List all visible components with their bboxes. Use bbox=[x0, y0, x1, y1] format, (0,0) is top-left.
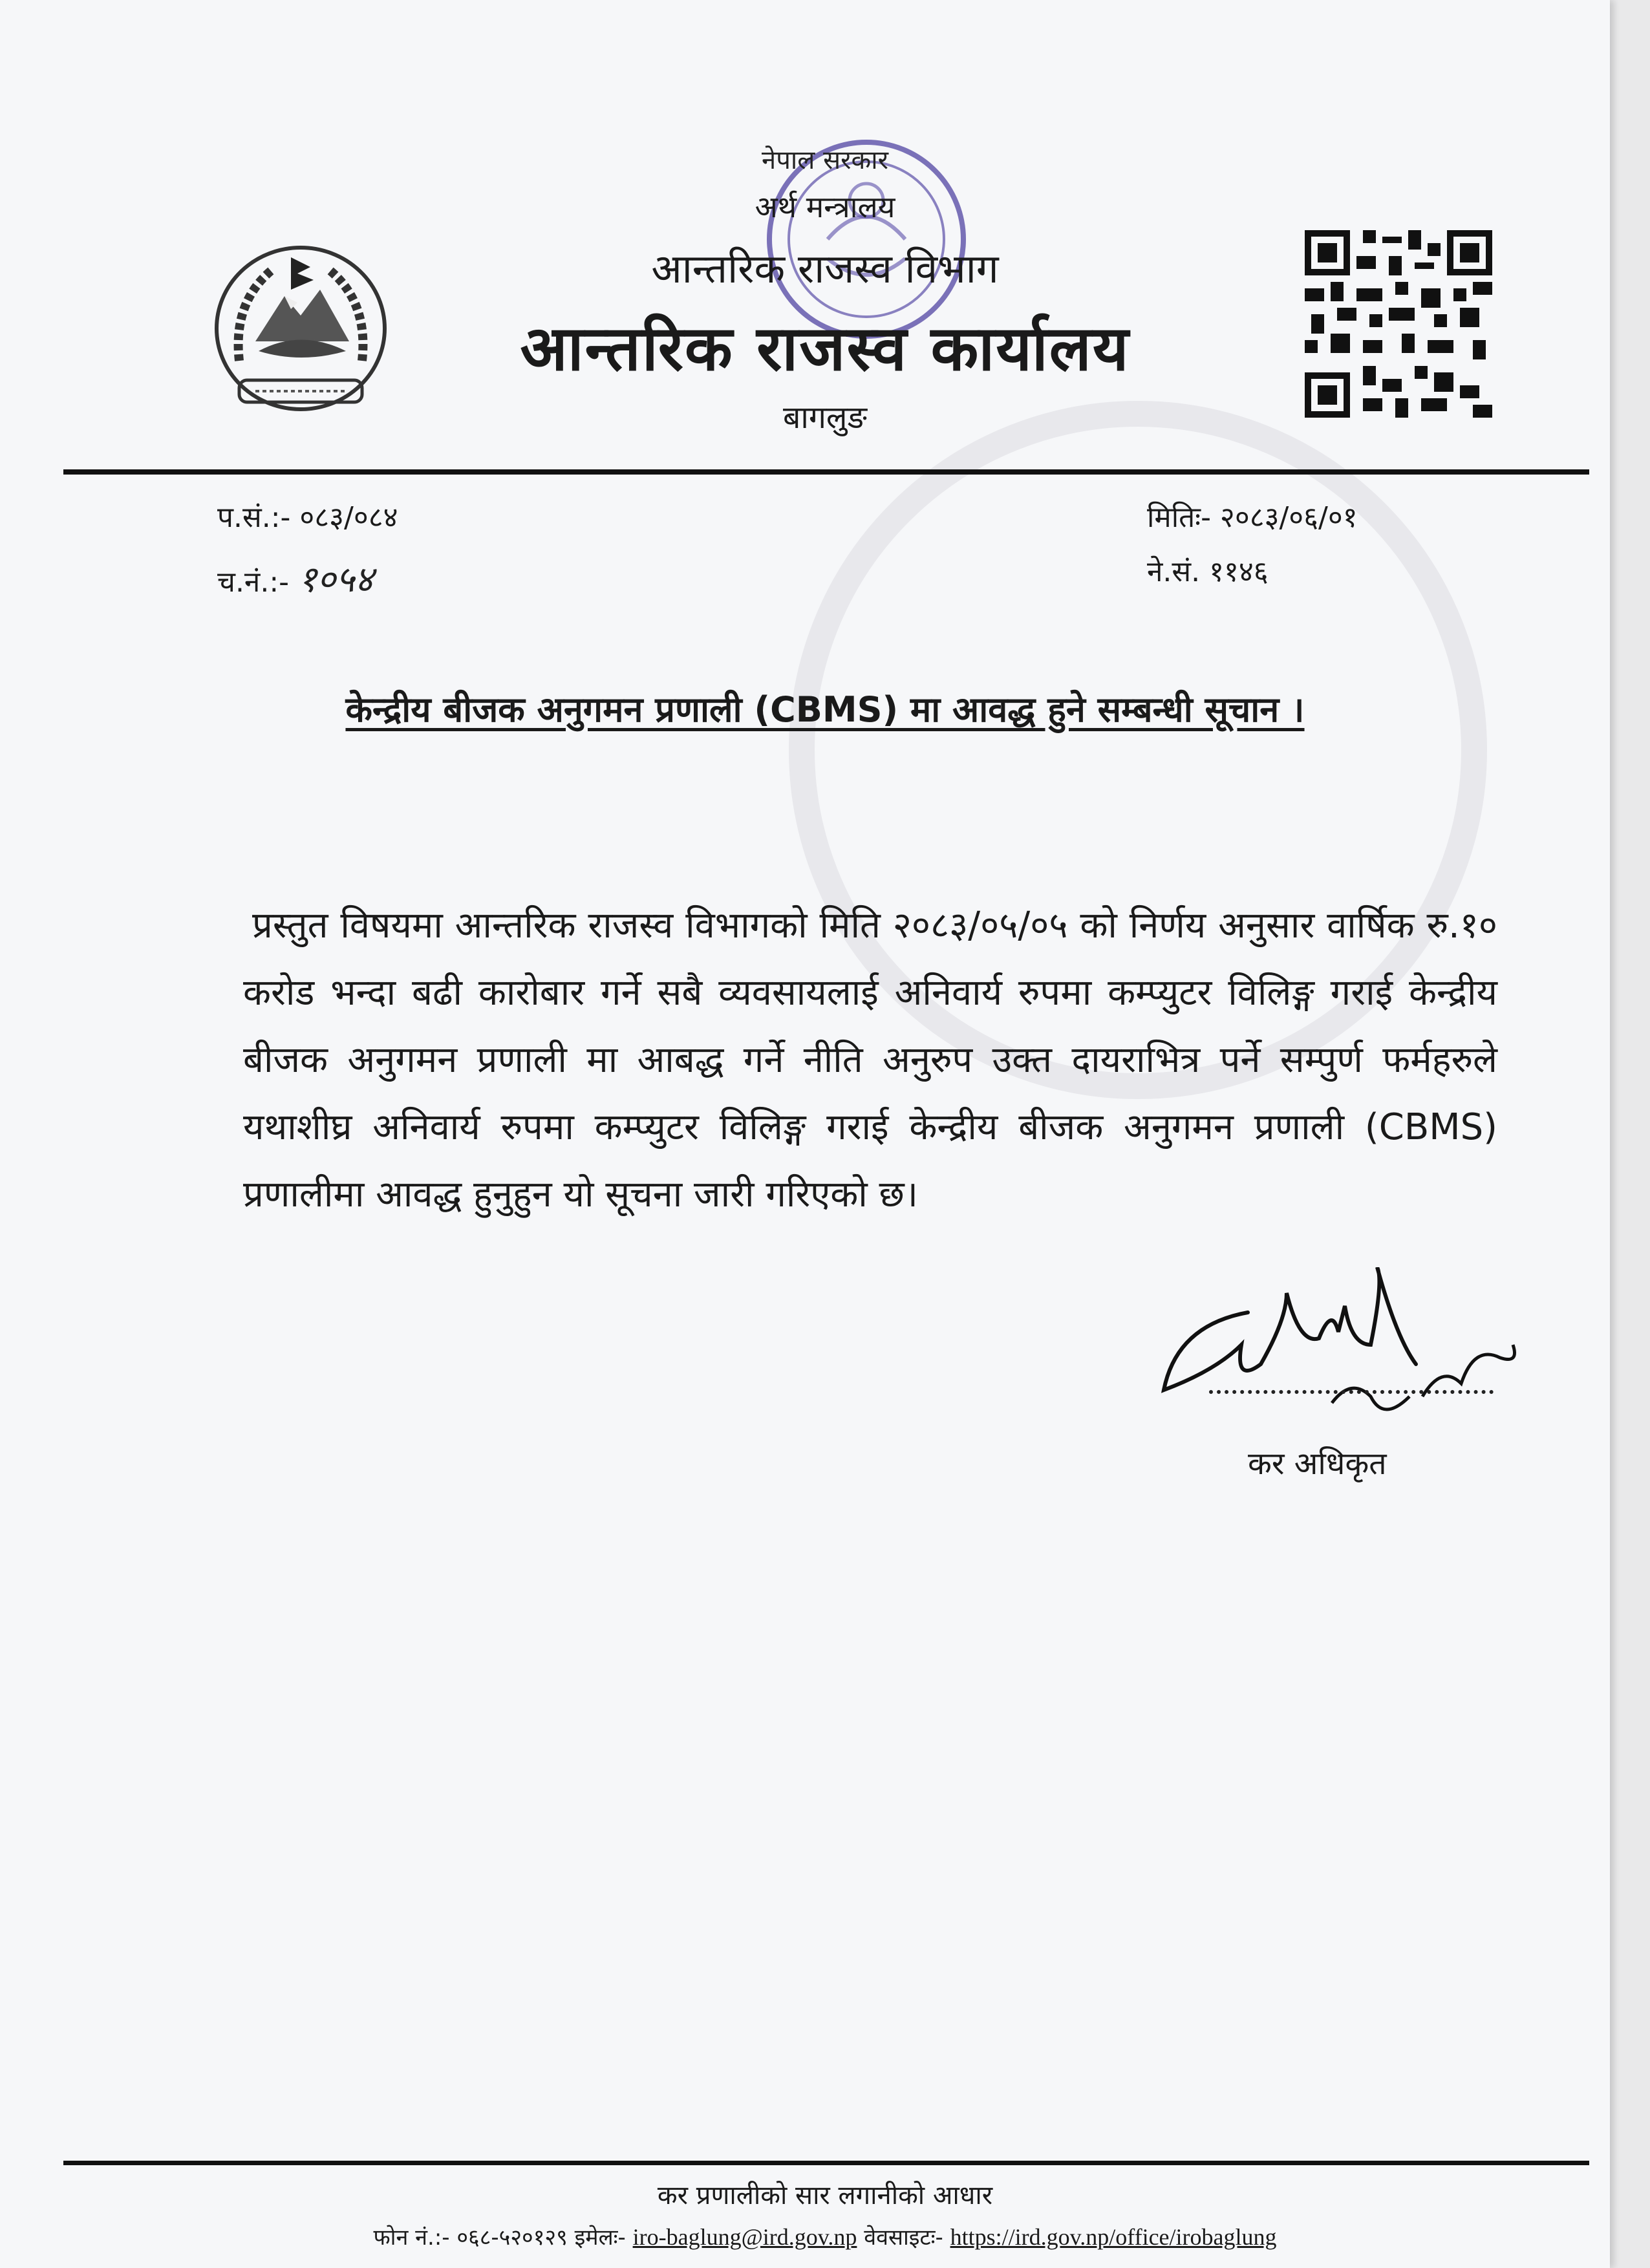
signature-dotted-line bbox=[1209, 1390, 1494, 1394]
footer-website-label: वेवसाइटः- bbox=[864, 2225, 943, 2251]
dispatch-row bbox=[217, 553, 374, 603]
footer-phone: फोन नं.:- ०६८-५२०१२९ इमेलः- bbox=[373, 2225, 626, 2251]
footer-website-link[interactable]: https://ird.gov.np/office/irobaglung bbox=[950, 2224, 1277, 2250]
reference-number: प.सं.:- ०८३/०८४ bbox=[217, 501, 398, 534]
qr-code-icon bbox=[1305, 230, 1492, 418]
nepal-sambat-year: ने.सं. ११४६ bbox=[1147, 555, 1269, 588]
govt-name: नेपाल सरकार bbox=[762, 145, 888, 175]
footer-motto: कर प्रणालीको सार लगानीको आधार bbox=[657, 2181, 993, 2210]
footer-rule bbox=[63, 2161, 1589, 2165]
footer-contact bbox=[0, 2221, 1650, 2251]
dispatch-number: १०५४ bbox=[298, 559, 374, 601]
signature-image bbox=[1138, 1267, 1532, 1461]
office-name: आन्तरिक राजस्व कार्यालय bbox=[520, 312, 1130, 385]
signatory-title: कर अधिकृत bbox=[1248, 1446, 1387, 1482]
footer-email-link[interactable]: iro-baglung@ird.gov.np bbox=[632, 2224, 857, 2250]
office-location: बागलुङ bbox=[783, 400, 867, 436]
department-name: आन्तरिक राजस्व विभाग bbox=[651, 245, 999, 292]
header-rule bbox=[63, 469, 1589, 475]
subject-line: केन्द्रीय बीजक अनुगमन प्रणाली (CBMS) मा आवद्ध हुने सम्बन्धी सूचान । bbox=[345, 689, 1305, 730]
dispatch-label: च.नं.:- bbox=[217, 566, 290, 599]
ministry-name: अर्थ मन्त्रालय bbox=[755, 189, 895, 224]
notice-body: प्रस्तुत विषयमा आन्तरिक राजस्व विभागको मिति २०८३/०५/०५ को निर्णय अनुसार वार्षिक रु.१० करोड भन्दा बढी कारोबार गर्ने सबै व्यवसायलाई अनिवार्य रुपमा कम्प्युटर विलिङ्ग गराई केन्द्रीय बीजक अनुगमन प्रणाली मा आबद्ध गर्ने नीति अनुरुप उक्त दायराभित्र पर्ने सम्पुर्ण फर्महरुले यथाशीघ्र अनिवार्य रुपमा कम्प्युटर विलिङ्ग गराई केन्द्रीय बीजक अनुगमन प्रणाली (CBMS) प्रणालीमा आवद्ध हुनुहुन यो सूचना जारी गरिएको छ। bbox=[243, 904, 1497, 1215]
letter-date: मितिः- २०८३/०६/०१ bbox=[1147, 501, 1358, 534]
